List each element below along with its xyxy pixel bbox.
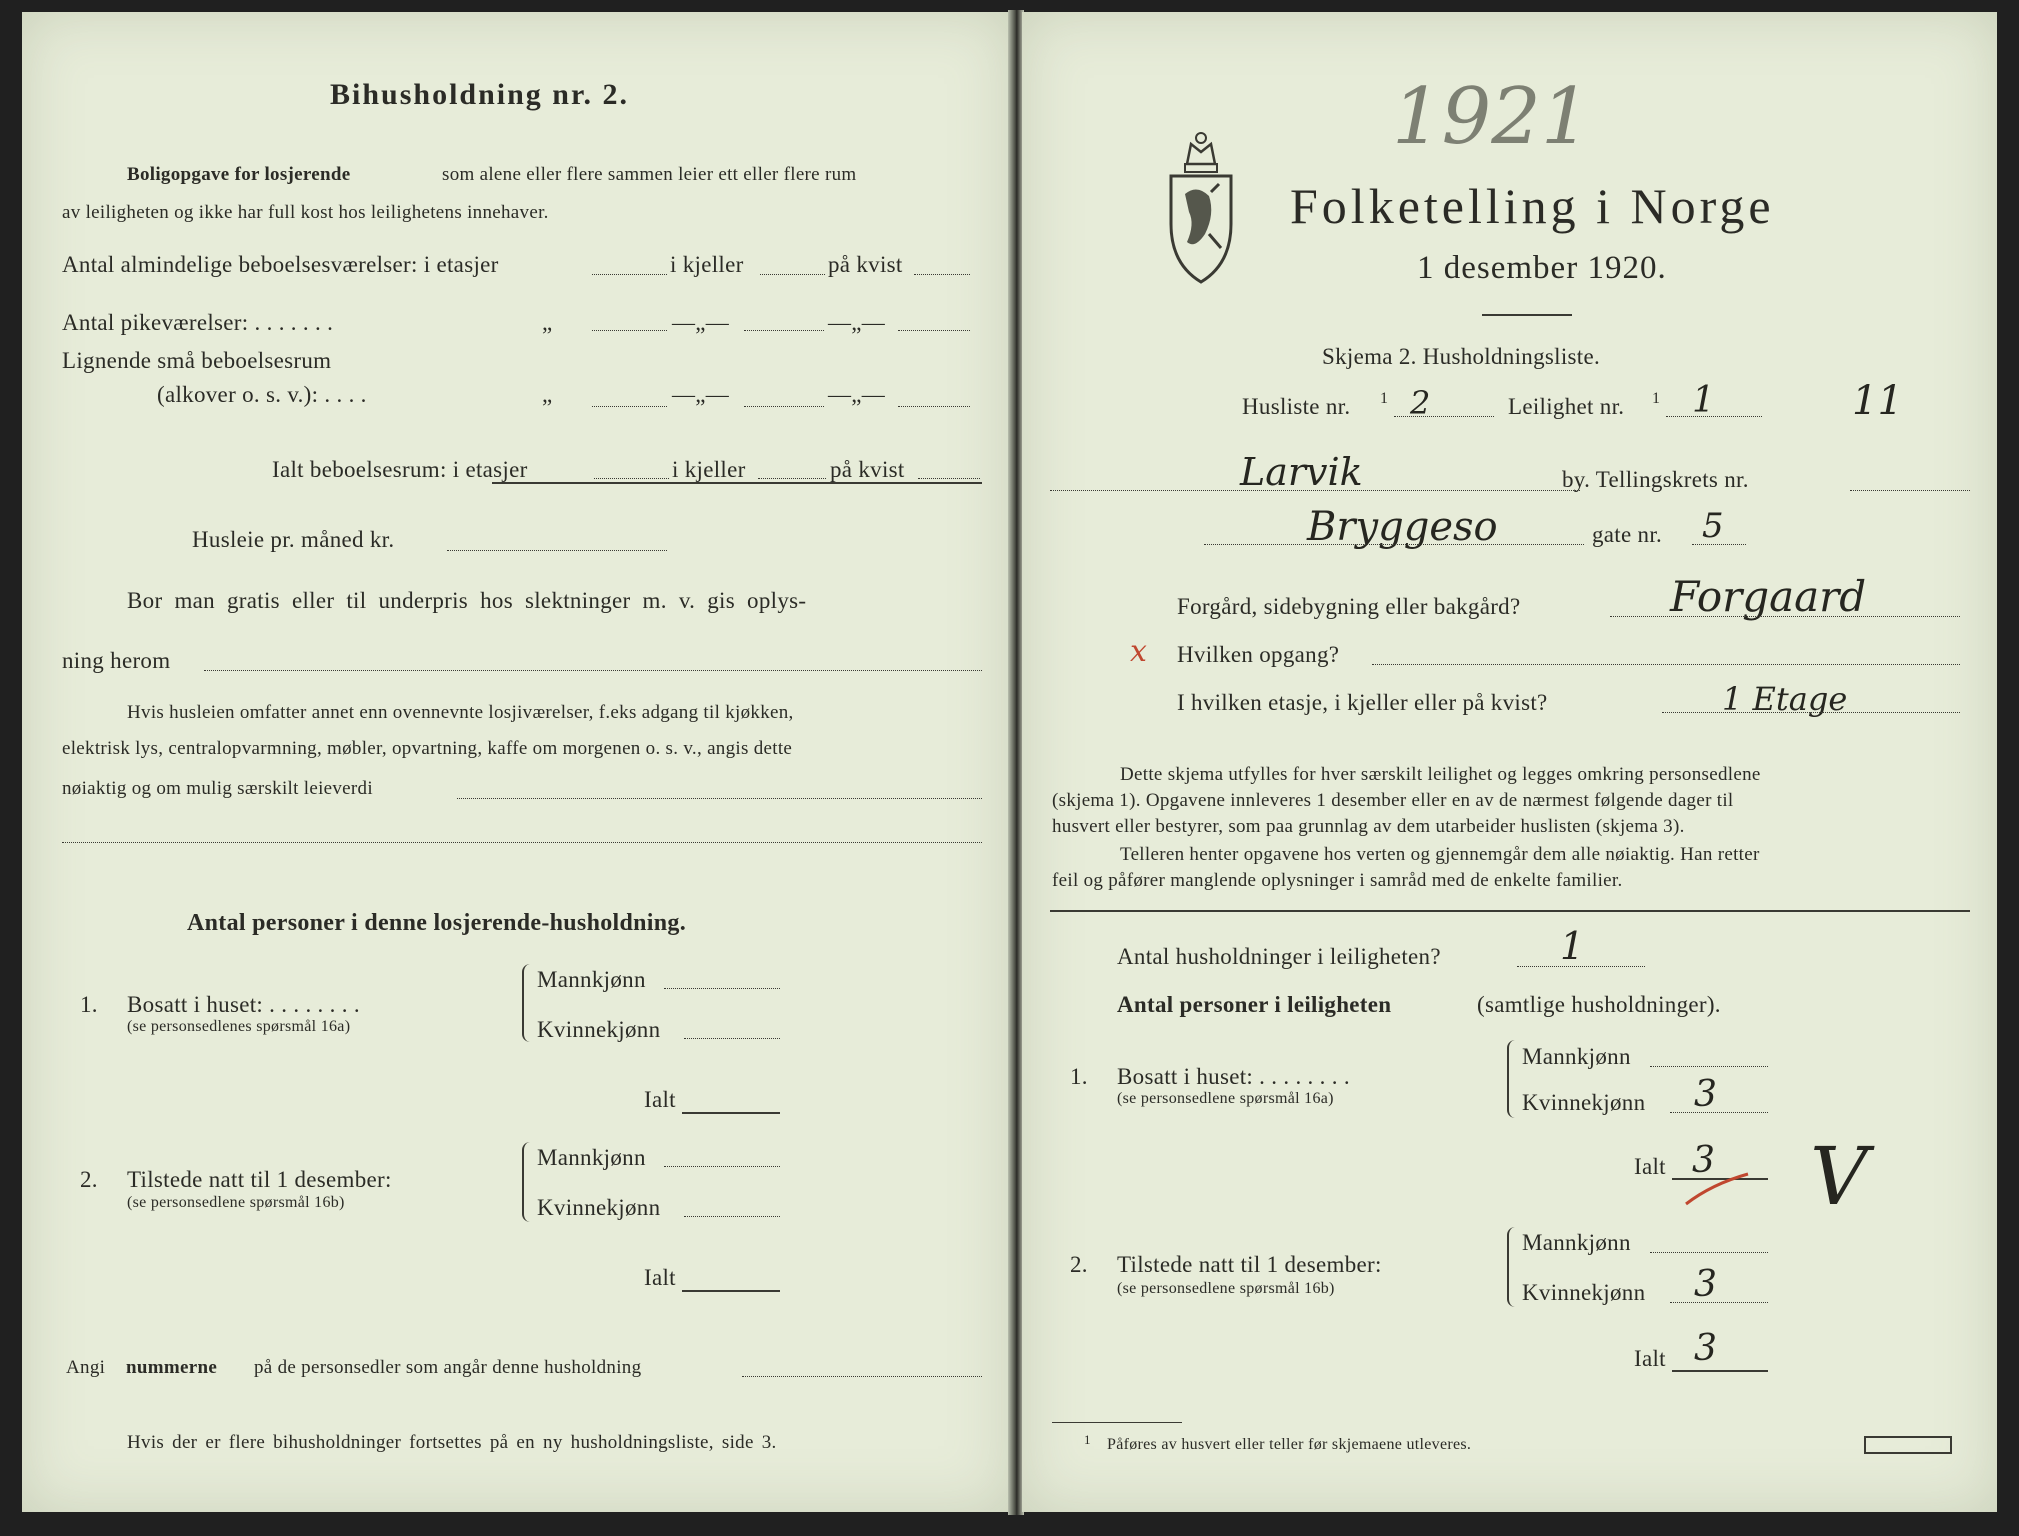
handwritten-year: 1921 (1392, 72, 1591, 162)
right-q2-brace (1507, 1227, 1519, 1307)
rooms-kvist-label: på kvist (828, 252, 903, 277)
ialt-kjeller-label: i kjeller (672, 457, 746, 482)
small-rooms-label-2: (alkover o. s. v.): . . . . (157, 382, 367, 407)
left-q2-kvinne-field[interactable] (684, 1216, 780, 1217)
small-rooms-dash-1: —„— (672, 382, 730, 407)
left-q1-ialt-label: Ialt (644, 1087, 676, 1112)
section-rule (1050, 910, 1970, 912)
left-q2-number: 2. (80, 1167, 98, 1192)
footnote-text: Påføres av husvert eller teller før skjemaene utleveres. (1107, 1436, 1472, 1453)
census-date: 1 desember 1920. (1417, 250, 1667, 286)
persons-bold: Antal personer i leiligheten (1117, 992, 1392, 1017)
printer-stamp (1864, 1436, 1952, 1454)
husliste-label: Husliste nr. (1242, 394, 1351, 419)
coat-of-arms-icon (1165, 124, 1237, 284)
hvis-field-2[interactable] (62, 842, 982, 843)
husliste-value: 2 (1410, 384, 1431, 422)
right-q2-ialt-value: 3 (1694, 1328, 1717, 1369)
title-rule (1482, 314, 1572, 316)
small-rooms-kvist-field[interactable] (898, 406, 970, 407)
footnote-number: 1 (1084, 1432, 1091, 1447)
right-q1-label: Bosatt i huset: . . . . . . . . (1117, 1064, 1350, 1089)
tellingskrets-field[interactable] (1850, 490, 1970, 491)
right-q1-sub: (se personsedlene spørsmål 16a) (1117, 1090, 1334, 1107)
forgard-value: Forgaard (1670, 572, 1867, 621)
red-correction-stroke (1682, 1170, 1752, 1210)
husholdninger-label: Antal husholdninger i leiligheten? (1117, 944, 1441, 969)
pike-dash-1: —„— (672, 310, 730, 335)
left-title: Bihusholdning nr. 2. (330, 78, 630, 111)
left-q2-ialt-label: Ialt (644, 1265, 676, 1290)
right-q2-mann-label: Mannkjønn (1522, 1230, 1631, 1255)
forgard-field[interactable] (1610, 616, 1960, 617)
numbers-pre: Angi (66, 1357, 106, 1378)
left-q2-label: Tilstede natt til 1 desember: (127, 1167, 392, 1192)
rooms-kjeller-label: i kjeller (670, 252, 744, 277)
street-value: Bryggeso (1307, 504, 1498, 550)
right-q2-kvinne-value: 3 (1694, 1264, 1717, 1305)
intro-rest: som alene eller flere sammen leier ett eller flere rum (442, 164, 857, 185)
hvis-line1: Hvis husleien omfatter annet enn ovennevnte losjiværelser, f.eks adgang til kjøkken, (127, 702, 794, 723)
pike-dash-2: —„— (828, 310, 886, 335)
right-q2-ialt-field[interactable] (1672, 1370, 1768, 1372)
pike-quote: „ (542, 310, 553, 335)
by-tellingskrets-label: by. Tellingskrets nr. (1562, 467, 1749, 492)
rent-field[interactable] (447, 550, 667, 551)
margin-note: 11 (1852, 378, 1903, 424)
gratis-line2: ning herom (62, 648, 171, 673)
left-q1-number: 1. (80, 992, 98, 1017)
right-q2-kvinne-field[interactable] (1670, 1302, 1768, 1303)
etasje-value: 1 Etage (1722, 680, 1848, 718)
gate-label: gate nr. (1592, 522, 1663, 547)
city-value: Larvik (1240, 450, 1363, 494)
husholdninger-field[interactable] (1517, 966, 1645, 967)
left-footer: Hvis der er flere bihusholdninger fortsettes på en ny husholdningsliste, side 3. (127, 1432, 777, 1453)
small-rooms-dash-2: —„— (828, 382, 886, 407)
right-title: Folketelling i Norge (1290, 178, 1775, 234)
gate-value: 5 (1702, 506, 1724, 546)
instruction-line2: (skjema 1). Opgavene innleveres 1 desember eller en av de nærmest følgende dager til (1052, 790, 1734, 811)
leilighet-label: Leilighet nr. (1508, 394, 1625, 419)
numbers-field[interactable] (742, 1376, 982, 1377)
left-q2-brace (522, 1142, 534, 1222)
left-q1-mann-label: Mannkjønn (537, 967, 646, 992)
right-q2-number: 2. (1070, 1252, 1088, 1277)
intro-line2: av leiligheten og ikke har full kost hos leilighetens innehaver. (62, 202, 549, 223)
right-q2-label: Tilstede natt til 1 desember: (1117, 1252, 1382, 1277)
right-page (1022, 12, 1997, 1512)
husholdninger-value: 1 (1560, 924, 1585, 968)
instruction-line5: feil og påfører manglende oplysninger i samråd med de enkelte familier. (1052, 870, 1623, 891)
ialt-rooms-label: Ialt beboelsesrum: i etasjer (272, 457, 528, 482)
etasje-field[interactable] (1662, 712, 1960, 713)
instruction-line3: husvert eller bestyrer, som paa grunnlag av dem utarbeider huslisten (skjema 3). (1052, 816, 1685, 837)
right-q1-ialt-value: 3 (1692, 1140, 1715, 1181)
ialt-kvist-field[interactable] (918, 478, 980, 479)
left-q1-kvinne-label: Kvinnekjønn (537, 1017, 661, 1042)
check-mark: V (1810, 1130, 1868, 1223)
right-q1-ialt-label: Ialt (1634, 1154, 1666, 1179)
rent-label: Husleie pr. måned kr. (192, 527, 395, 552)
footnote-rule (1052, 1422, 1182, 1423)
numbers-rest: på de personsedler som angår denne husholdning (254, 1357, 642, 1378)
left-q1-label: Bosatt i huset: . . . . . . . . (127, 992, 360, 1017)
etasje-label: I hvilken etasje, i kjeller eller på kvist? (1177, 690, 1548, 715)
instruction-line4: Telleren henter opgavene hos verten og gjennemgår dem alle nøiaktig. Han retter (1120, 844, 1760, 865)
pike-label: Antal pikeværelser: . . . . . . . (62, 310, 334, 335)
left-q1-mann-field[interactable] (664, 988, 780, 989)
pike-etasjer-field[interactable] (592, 330, 667, 331)
rooms-kjeller-field[interactable] (760, 274, 825, 275)
hvis-line3: nøiaktig og om mulig særskilt leieverdi (62, 778, 373, 799)
left-q1-brace (522, 964, 534, 1042)
right-q2-sub: (se personsedlene spørsmål 16b) (1117, 1280, 1335, 1297)
opgang-mark: x (1130, 634, 1147, 669)
pike-kvist-field[interactable] (898, 330, 970, 331)
left-q2-mann-label: Mannkjønn (537, 1145, 646, 1170)
gratis-line1: Bor man gratis eller til underpris hos slektninger m. v. gis oplys- (127, 588, 807, 613)
intro-bold: Boligopgave for losjerende (127, 164, 351, 185)
ialt-etasjer-field[interactable] (594, 478, 669, 479)
ialt-kvist-label: på kvist (830, 457, 905, 482)
street-field[interactable] (1204, 544, 1584, 545)
leilighet-value: 1 (1692, 380, 1715, 421)
ialt-kjeller-field[interactable] (758, 478, 826, 479)
left-q2-mann-field[interactable] (664, 1166, 780, 1167)
gratis-field[interactable] (204, 670, 982, 671)
forgard-label: Forgård, sidebygning eller bakgård? (1177, 594, 1521, 619)
opgang-label: Hvilken opgang? (1177, 642, 1340, 667)
rooms-etasjer-field[interactable] (592, 274, 667, 275)
left-q1-ialt-field[interactable] (682, 1112, 780, 1114)
schema-label: Skjema 2. Husholdningsliste. (1322, 344, 1601, 369)
right-q2-ialt-label: Ialt (1634, 1346, 1666, 1371)
instruction-line1: Dette skjema utfylles for hver særskilt leilighet og legges omkring personsedlene (1120, 764, 1761, 785)
left-q2-sub: (se personsedlene spørsmål 16b) (127, 1194, 345, 1211)
small-rooms-quote: „ (542, 382, 553, 407)
small-rooms-label-1: Lignende små beboelsesrum (62, 348, 332, 373)
persons-rest: (samtlige husholdninger). (1477, 992, 1721, 1017)
right-q1-mann-label: Mannkjønn (1522, 1044, 1631, 1069)
city-field[interactable] (1050, 490, 1580, 491)
small-rooms-etasjer-field[interactable] (592, 406, 667, 407)
numbers-bold: nummerne (126, 1357, 218, 1378)
right-q1-kvinne-value: 3 (1694, 1074, 1717, 1115)
right-q1-mann-field[interactable] (1650, 1066, 1768, 1067)
gate-field[interactable] (1692, 544, 1746, 545)
left-q2-ialt-field[interactable] (682, 1290, 780, 1292)
hvis-line2: elektrisk lys, centralopvarmning, møbler, opvartning, kaffe om morgenen o. s. v., angis dette (62, 738, 793, 759)
left-q1-kvinne-field[interactable] (684, 1038, 780, 1039)
hvis-field[interactable] (457, 798, 982, 799)
right-q2-mann-field[interactable] (1650, 1252, 1768, 1253)
left-page (22, 12, 1010, 1512)
right-q1-number: 1. (1070, 1064, 1088, 1089)
leilighet-sup: 1 (1652, 390, 1661, 407)
opgang-field[interactable] (1372, 664, 1960, 665)
husliste-sup: 1 (1380, 390, 1389, 407)
rooms-kvist-field[interactable] (914, 274, 970, 275)
pike-kjeller-field[interactable] (744, 330, 824, 331)
left-q2-kvinne-label: Kvinnekjønn (537, 1195, 661, 1220)
husliste-field[interactable] (1394, 416, 1494, 417)
persons-heading: Antal personer i denne losjerende-husholdning. (187, 910, 686, 936)
right-q1-kvinne-field[interactable] (1670, 1112, 1768, 1113)
right-q2-kvinne-label: Kvinnekjønn (1522, 1280, 1646, 1305)
right-q1-kvinne-label: Kvinnekjønn (1522, 1090, 1646, 1115)
left-q1-sub: (se personsedlenes spørsmål 16a) (127, 1018, 351, 1035)
small-rooms-kjeller-field[interactable] (744, 406, 824, 407)
rooms-label: Antal almindelige beboelsesværelser: i etasjer (62, 252, 499, 277)
right-q1-brace (1507, 1040, 1519, 1118)
